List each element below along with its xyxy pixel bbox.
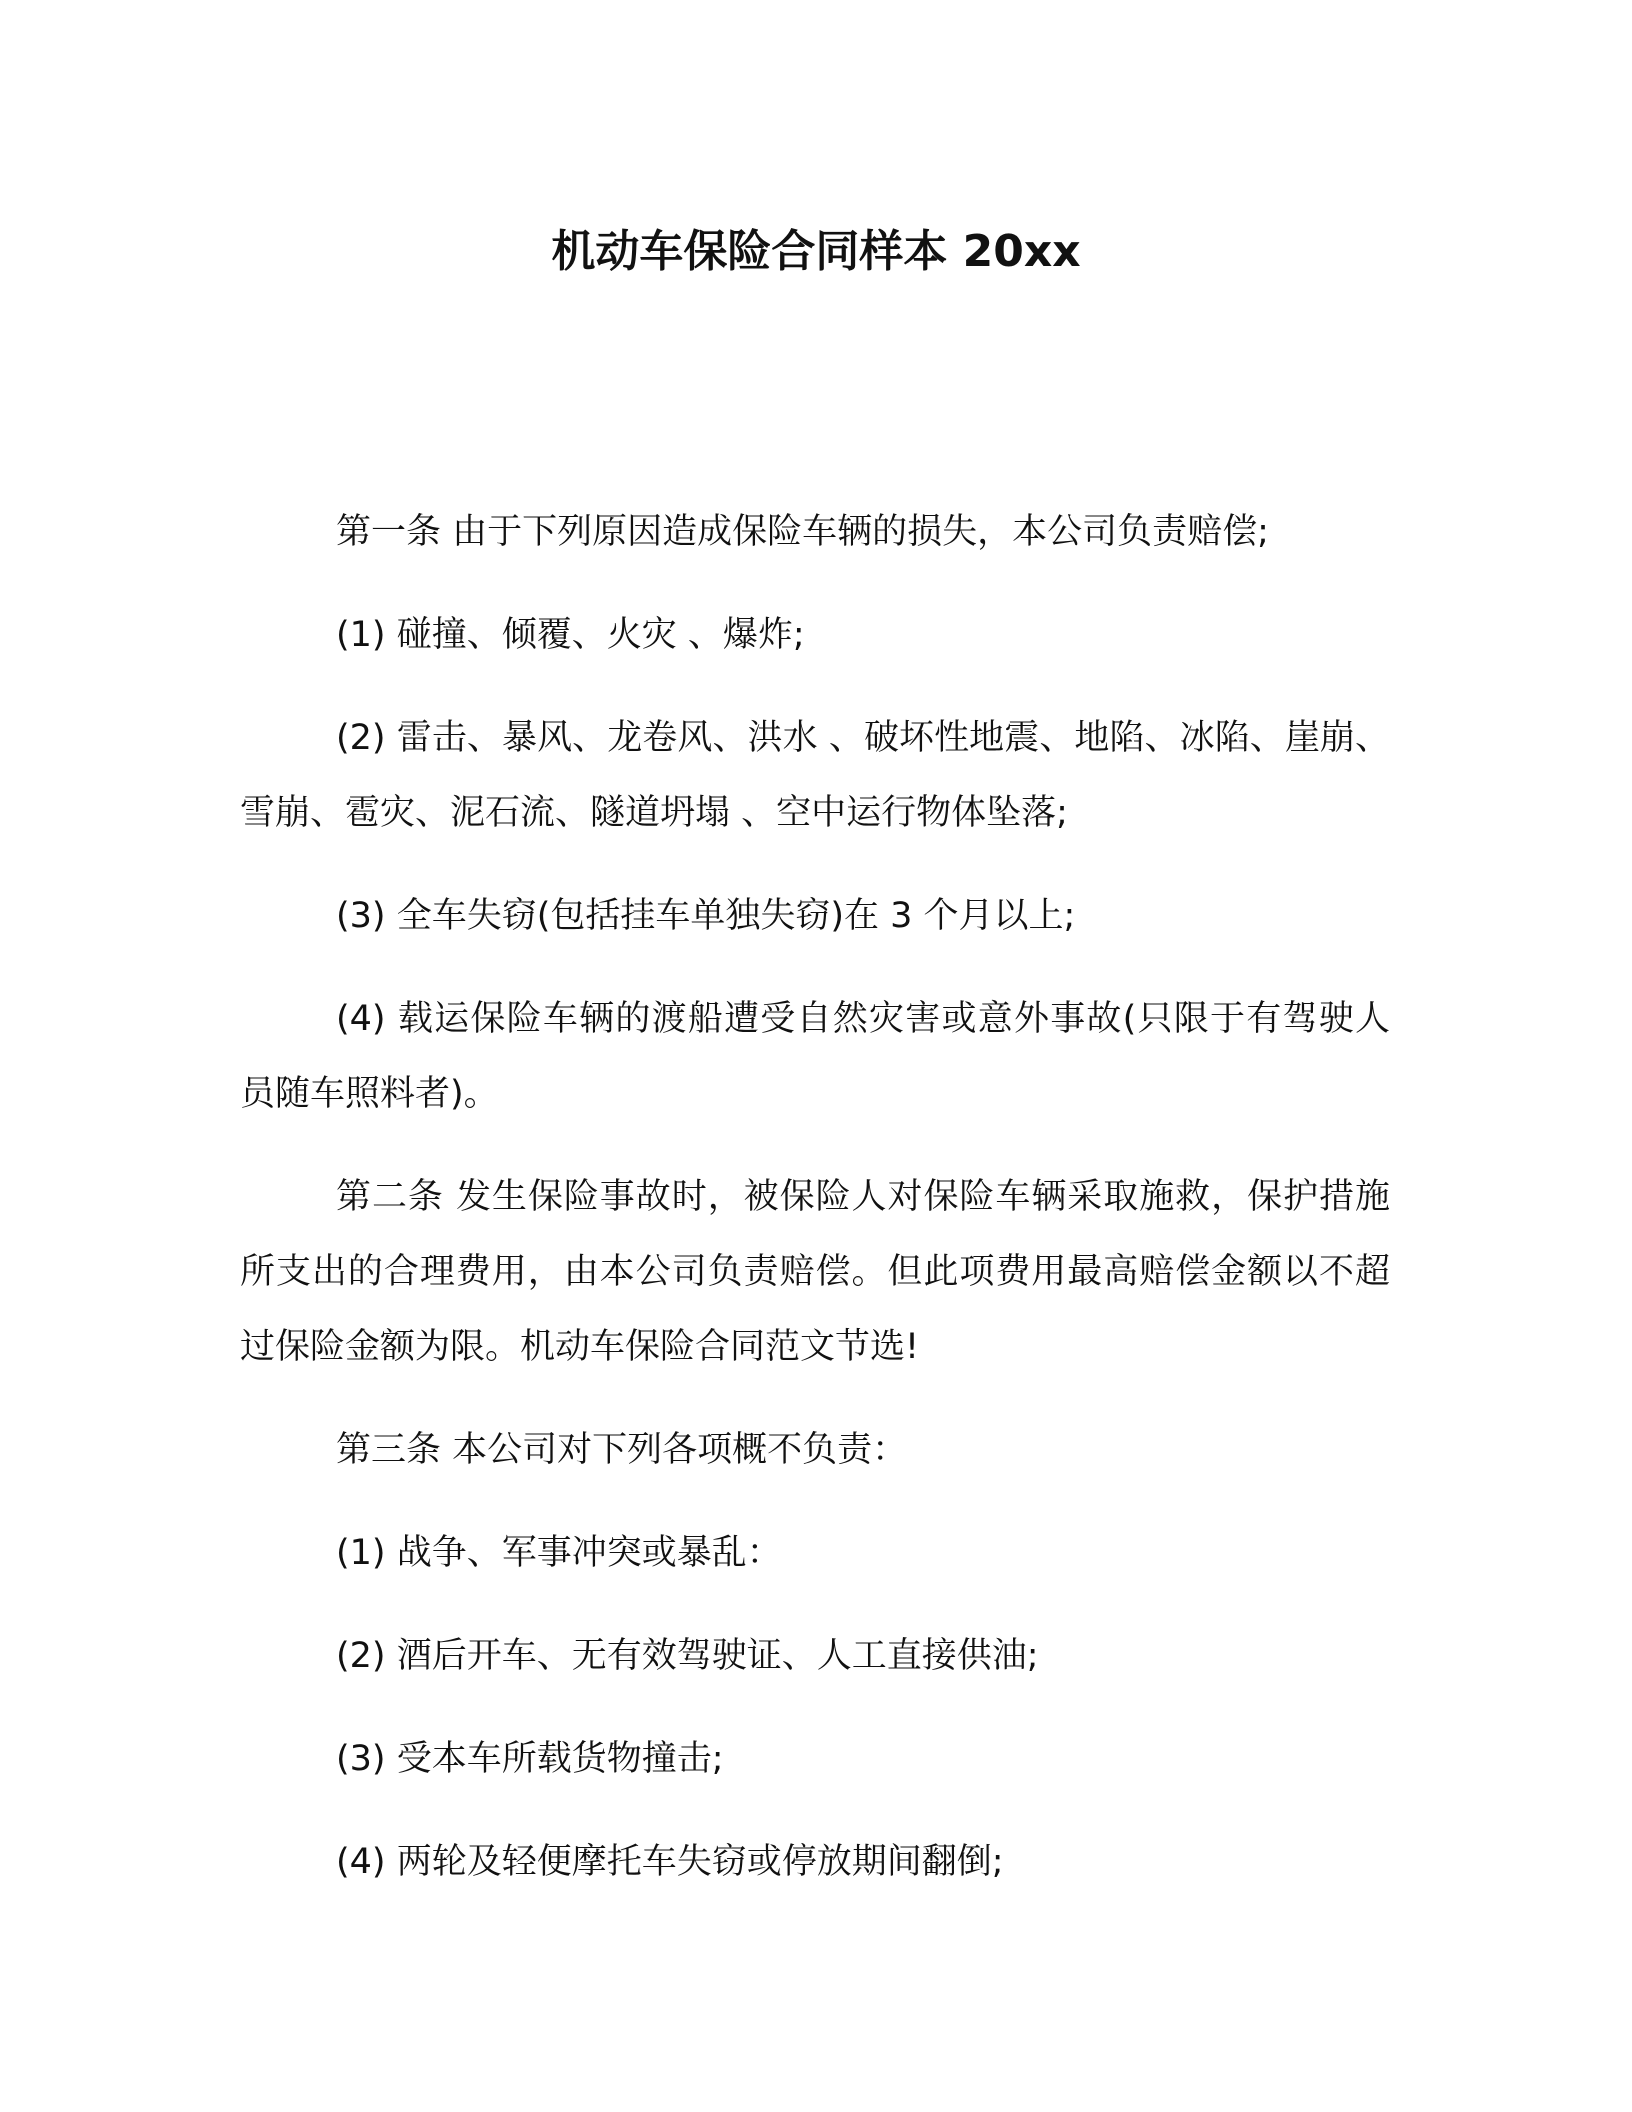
article-1-paragraph: 第一条 由于下列原因造成保险车辆的损失，本公司负责赔偿; <box>336 512 1269 552</box>
document-body <box>240 495 1390 1928</box>
article-3-item-1: (1) 战争、军事冲突或暴乱： <box>336 1533 782 1573</box>
article-1-item-1: (1) 碰撞、倾覆、火灾 、爆炸; <box>336 615 805 655</box>
article-3-item-3: (3) 受本车所载货物撞击; <box>336 1739 724 1779</box>
article-3-paragraph: 第三条 本公司对下列各项概不负责： <box>336 1430 908 1470</box>
article-1-item-2: (2) 雷击、暴风、龙卷风、洪水 、破坏性地震、地陷、冰陷、崖崩、雪崩、雹灾、泥石流、隧道坍塌 、空中运行物体坠落; <box>240 718 1390 833</box>
article-1-item-3: (3) 全车失窃(包括挂车单独失窃)在 3 个月以上; <box>336 896 1076 936</box>
article-1-item-4: (4) 载运保险车辆的渡船遭受自然灾害或意外事故(只限于有驾驶人员随车照料者)。 <box>240 999 1390 1114</box>
article-2-paragraph: 第二条 发生保险事故时，被保险人对保险车辆采取施救，保护措施所支出的合理费用，由本公司负责赔偿。但此项费用最高赔偿金额以不超过保险金额为限。机动车保险合同范文节选! <box>240 1177 1390 1367</box>
article-3-item-4: (4) 两轮及轻便摩托车失窃或停放期间翻倒; <box>336 1842 1004 1882</box>
article-3-item-2: (2) 酒后开车、无有效驾驶证、人工直接供油; <box>336 1636 1039 1676</box>
document-title: 机动车保险合同样本 20xx <box>551 226 1081 277</box>
